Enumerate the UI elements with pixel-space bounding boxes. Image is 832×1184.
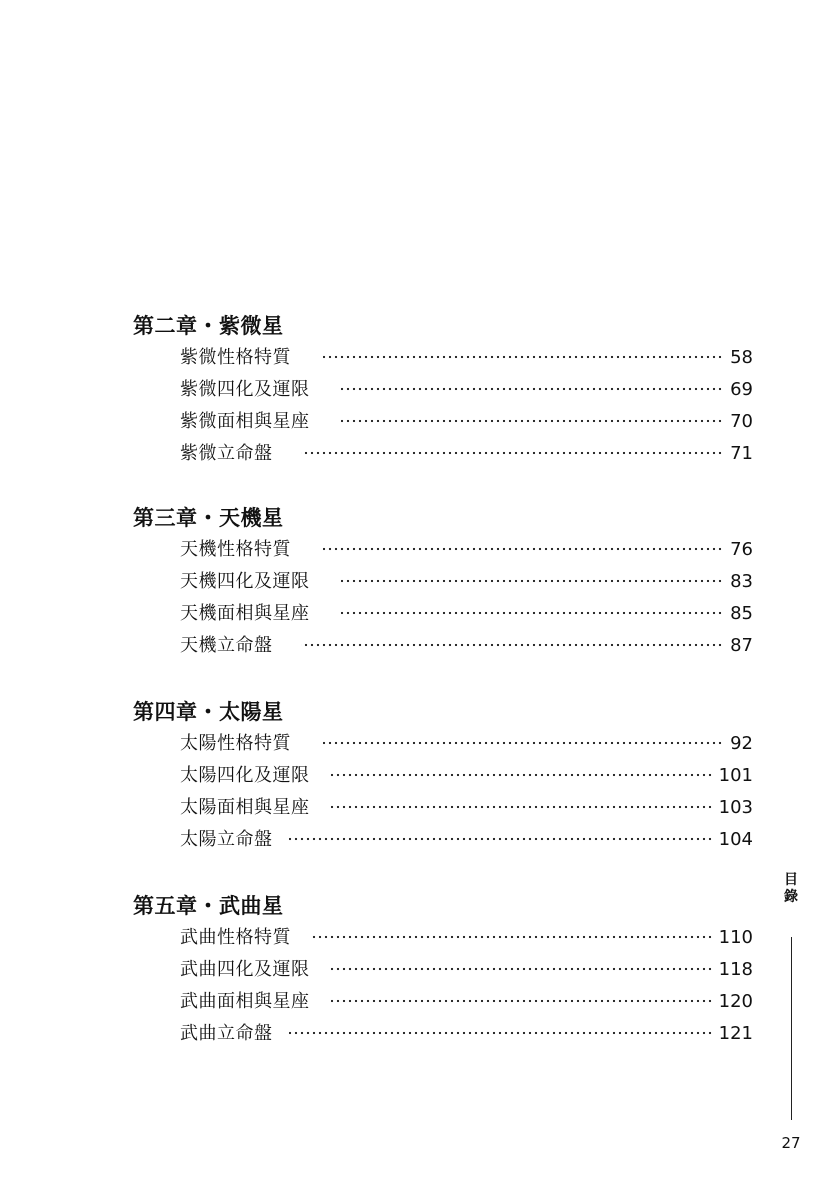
entry-page-number: 118 xyxy=(718,959,753,980)
chapter-title: 第四章・太陽星 xyxy=(133,699,284,724)
entry-label: 紫微立命盤 xyxy=(180,443,273,464)
toc-entry[interactable] xyxy=(133,728,753,760)
side-tab-char: 錄 xyxy=(784,889,798,905)
dot-leader xyxy=(331,999,713,1003)
entry-page-number: 87 xyxy=(730,635,753,656)
entry-page-number: 69 xyxy=(730,379,753,400)
entry-page-number: 121 xyxy=(718,1023,753,1044)
entry-label: 太陽四化及運限 xyxy=(180,765,310,786)
entry-page-number: 85 xyxy=(730,603,753,624)
toc-entry[interactable] xyxy=(133,986,753,1018)
entry-label: 天機立命盤 xyxy=(180,635,273,656)
chapter-section xyxy=(133,502,753,662)
dot-leader xyxy=(311,935,713,939)
dot-leader xyxy=(289,1031,713,1035)
entry-page-number: 104 xyxy=(718,829,753,850)
toc-entry[interactable] xyxy=(133,954,753,986)
toc-entry[interactable] xyxy=(133,374,753,406)
entry-page-number: 83 xyxy=(730,571,753,592)
entry-page-number: 58 xyxy=(730,347,753,368)
dot-leader xyxy=(323,741,723,745)
dot-leader xyxy=(301,451,723,455)
entry-label: 武曲四化及運限 xyxy=(180,959,310,980)
chapter-section xyxy=(133,310,753,470)
toc-entry[interactable] xyxy=(133,406,753,438)
toc-entry[interactable] xyxy=(133,534,753,566)
side-tab-char: 目 xyxy=(784,872,798,888)
entry-page-number: 76 xyxy=(730,539,753,560)
dot-leader xyxy=(301,643,723,647)
entry-label: 天機面相與星座 xyxy=(180,603,310,624)
chapter-title: 第二章・紫微星 xyxy=(133,313,284,338)
entry-page-number: 120 xyxy=(718,991,753,1012)
toc-entry[interactable] xyxy=(133,438,753,470)
chapter-section xyxy=(133,696,753,856)
side-divider xyxy=(791,937,792,1120)
toc-entry[interactable] xyxy=(133,342,753,374)
entry-page-number: 101 xyxy=(718,765,753,786)
entry-label: 紫微四化及運限 xyxy=(180,379,310,400)
dot-leader xyxy=(341,419,723,423)
chapter-section xyxy=(133,890,753,1050)
dot-leader xyxy=(341,611,723,615)
toc-entry[interactable] xyxy=(133,630,753,662)
page-number: 27 xyxy=(781,1134,801,1152)
chapter-title: 第五章・武曲星 xyxy=(133,893,284,918)
toc-entry[interactable] xyxy=(133,922,753,954)
chapter-title: 第三章・天機星 xyxy=(133,505,284,530)
dot-leader xyxy=(323,547,723,551)
dot-leader xyxy=(289,837,713,841)
entry-label: 武曲立命盤 xyxy=(180,1023,273,1044)
entry-label: 天機四化及運限 xyxy=(180,571,310,592)
toc-entry[interactable] xyxy=(133,566,753,598)
entry-label: 太陽性格特質 xyxy=(180,733,291,754)
entry-label: 紫微性格特質 xyxy=(180,347,291,368)
entry-page-number: 70 xyxy=(730,411,753,432)
toc-entry[interactable] xyxy=(133,598,753,630)
entry-page-number: 110 xyxy=(718,927,753,948)
entry-label: 天機性格特質 xyxy=(180,539,291,560)
toc-entry[interactable] xyxy=(133,792,753,824)
entry-page-number: 92 xyxy=(730,733,753,754)
toc-entry[interactable] xyxy=(133,824,753,856)
entry-page-number: 103 xyxy=(718,797,753,818)
entry-label: 武曲面相與星座 xyxy=(180,991,310,1012)
dot-leader xyxy=(331,967,713,971)
dot-leader xyxy=(341,579,723,583)
entry-label: 太陽面相與星座 xyxy=(180,797,310,818)
toc-entry[interactable] xyxy=(133,1018,753,1050)
entry-label: 太陽立命盤 xyxy=(180,829,273,850)
entry-label: 紫微面相與星座 xyxy=(180,411,310,432)
entry-label: 武曲性格特質 xyxy=(180,927,291,948)
entry-page-number: 71 xyxy=(730,443,753,464)
dot-leader xyxy=(341,387,723,391)
dot-leader xyxy=(331,805,713,809)
dot-leader xyxy=(323,355,723,359)
section-side-tab xyxy=(780,872,802,906)
toc-entry[interactable] xyxy=(133,760,753,792)
dot-leader xyxy=(331,773,713,777)
